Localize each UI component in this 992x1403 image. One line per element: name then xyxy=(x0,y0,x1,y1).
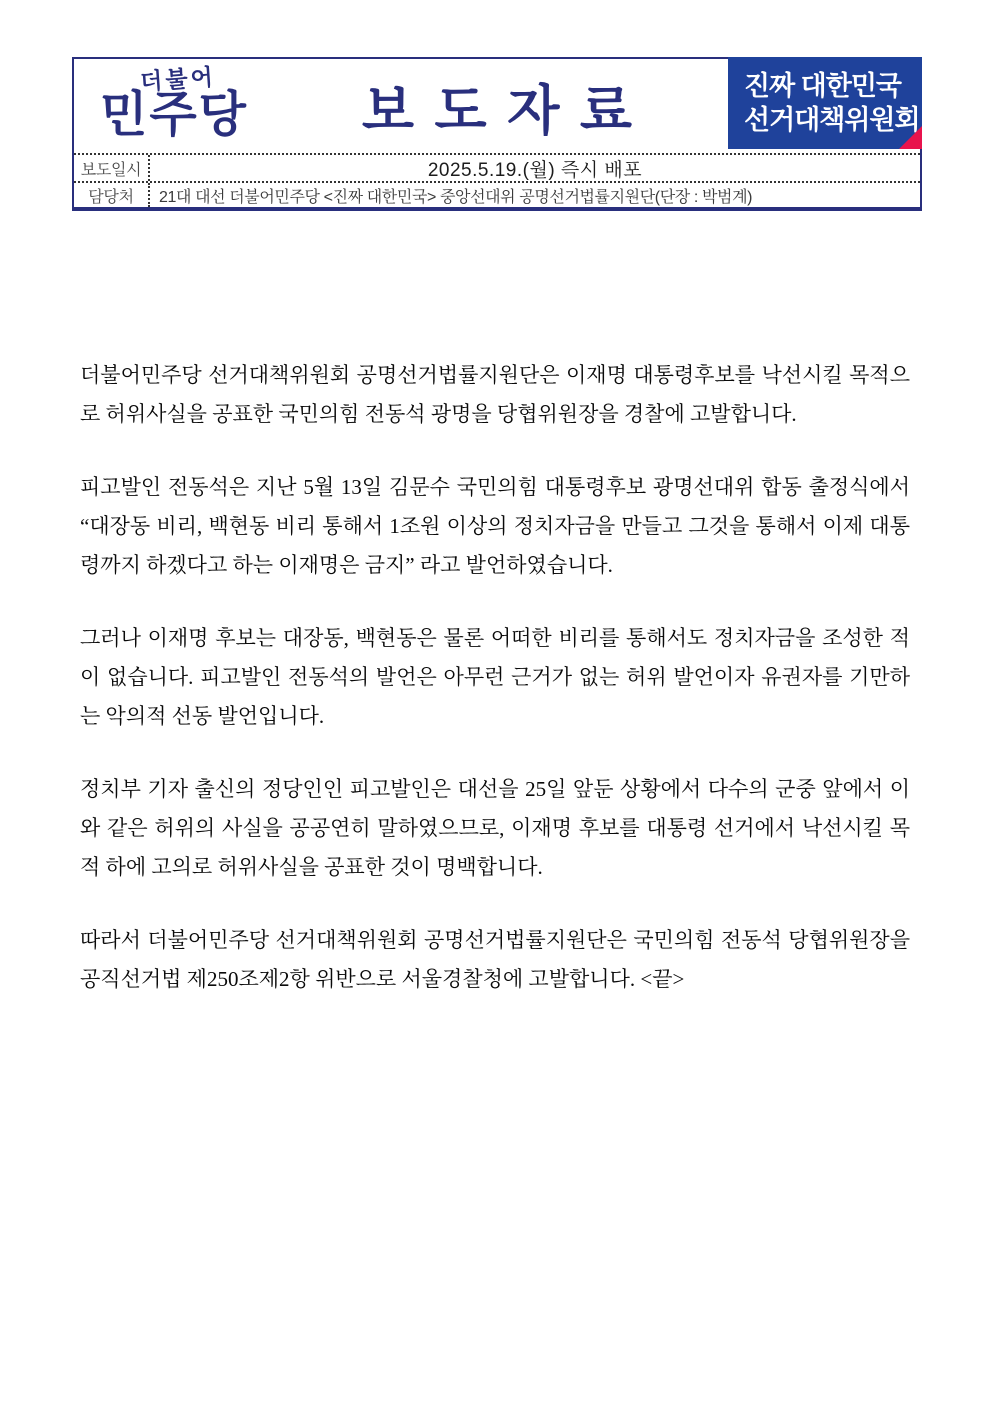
badge-line-2: 선거대책위원회 xyxy=(744,105,920,135)
header-top-section xyxy=(74,59,920,153)
contact-dept-value: 21대 대선 더불어민주당 <진짜 대한민국> 중앙선대위 공명선거법률지원단(단장 : 박범계) xyxy=(148,183,920,207)
campaign-committee-badge xyxy=(728,57,922,149)
press-header-box xyxy=(72,57,922,211)
release-date-value: 2025.5.19.(월) 즉시 배포 xyxy=(148,155,920,181)
party-logo-script-text: 더불어 xyxy=(139,63,217,95)
contact-dept-label: 담당처 xyxy=(88,188,134,206)
body-paragraph: 피고발인 전동석은 지난 5월 13일 김문수 국민의힘 대통령후보 광명선대위 합동 출정식에서 “대장동 비리, 백현동 비리 통해서 1조원 이상의 정치자금을 만들고 그것을 통해서 이제 대통령까지 하겠다고 하는 이재명은 금지” 라고 발언하였습니다. xyxy=(80,475,910,577)
info-row-contact-dept xyxy=(74,181,920,207)
page-title: 보도자료 xyxy=(361,80,653,141)
party-logo-main-text: 민주당 xyxy=(100,88,249,142)
press-info-table xyxy=(74,153,920,207)
document-body xyxy=(80,356,910,1033)
badge-line-1: 진짜 대한민국 xyxy=(744,71,901,101)
body-paragraph: 그러나 이재명 후보는 대장동, 백현동은 물론 어떠한 비리를 통해서도 정치자금을 조성한 적이 없습니다. 피고발인 전동석의 발언은 아무런 근거가 없는 허위 발언이자 유권자를 기만하는 악의적 선동 발언입니다. xyxy=(80,626,910,728)
corner-triangle-accent xyxy=(899,126,922,149)
release-date-label: 보도일시 xyxy=(80,161,142,179)
body-paragraph: 따라서 더불어민주당 선거대책위원회 공명선거법률지원단은 국민의힘 전동석 당협위원장을 공직선거법 제250조제2항 위반으로 서울경찰청에 고발합니다. <끝> xyxy=(80,928,910,991)
info-row-release-date xyxy=(74,155,920,181)
party-logo xyxy=(100,60,248,140)
body-paragraph: 더불어민주당 선거대책위원회 공명선거법률지원단은 이재명 대통령후보를 낙선시킬 목적으로 허위사실을 공표한 국민의힘 전동석 광명을 당협위원장을 경찰에 고발합니다. xyxy=(80,363,910,426)
body-paragraph: 정치부 기자 출신의 정당인인 피고발인은 대선을 25일 앞둔 상황에서 다수의 군중 앞에서 이와 같은 허위의 사실을 공공연히 말하였으므로, 이재명 후보를 대통령 선거에서 낙선시킬 목적 하에 고의로 허위사실을 공표한 것이 명백합니다. xyxy=(80,777,910,879)
